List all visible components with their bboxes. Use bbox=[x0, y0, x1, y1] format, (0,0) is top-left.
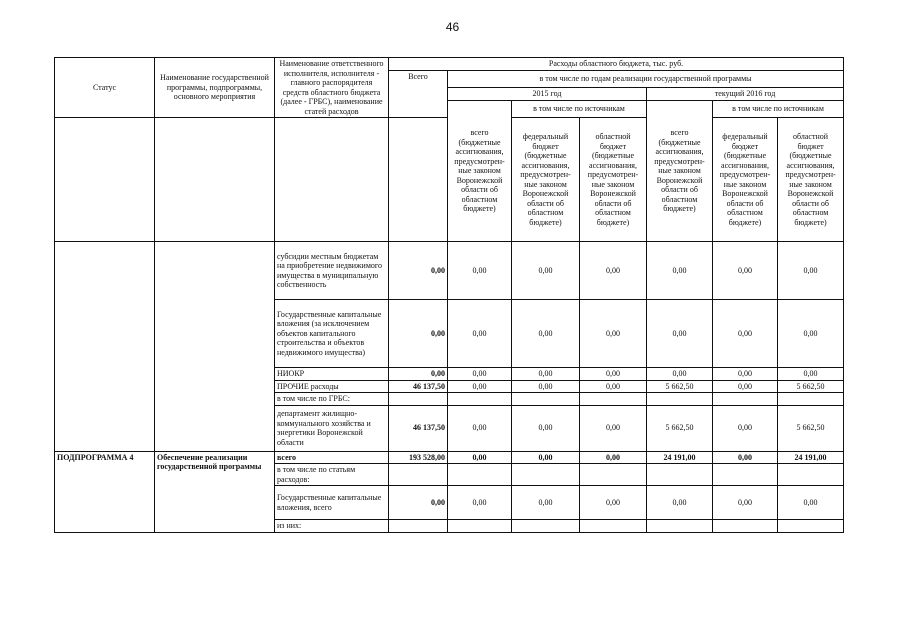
row-2015-all: 0,00 bbox=[448, 405, 512, 451]
row-2016-regional: 0,00 bbox=[778, 368, 844, 381]
table-row bbox=[55, 242, 844, 300]
row-2015-federal: 0,00 bbox=[512, 242, 580, 300]
row-2016-federal bbox=[713, 520, 778, 533]
row-2015-regional: 0,00 bbox=[580, 368, 647, 381]
row-item: в том числе по ГРБС: bbox=[275, 393, 389, 406]
row-item: из них: bbox=[275, 520, 389, 533]
row-2015-all bbox=[448, 393, 512, 406]
header-2016-federal: федеральный бюджет (бюджетные ассигнования, предусмотрен-ные законом Воронежской области об областном бюджете) bbox=[713, 118, 778, 242]
row-2015-federal: 0,00 bbox=[512, 300, 580, 368]
table-row bbox=[55, 451, 844, 464]
header-2015-regional: областной бюджет (бюджетные ассигнования, предусмотрен-ные законом Воронежской области об областном бюджете) bbox=[580, 118, 647, 242]
row-2016-regional bbox=[778, 520, 844, 533]
row-2016-federal: 0,00 bbox=[713, 242, 778, 300]
row-2016-regional bbox=[778, 464, 844, 486]
row-2016-federal: 0,00 bbox=[713, 300, 778, 368]
row-item: в том числе по статьям расходов: bbox=[275, 464, 389, 486]
row-item: Государственные капитальные вложения, всего bbox=[275, 486, 389, 520]
row-status bbox=[55, 242, 155, 452]
header-program-cont bbox=[155, 118, 275, 242]
row-2016-federal: 0,00 bbox=[713, 380, 778, 393]
header-by-years: в том числе по годам реализации государственной программы bbox=[448, 70, 844, 88]
row-total: 0,00 bbox=[389, 242, 448, 300]
row-2016-regional: 5 662,50 bbox=[778, 405, 844, 451]
row-total: 46 137,50 bbox=[389, 380, 448, 393]
row-2015-all bbox=[448, 520, 512, 533]
row-2015-regional: 0,00 bbox=[580, 242, 647, 300]
row-2015-federal: 0,00 bbox=[512, 486, 580, 520]
row-item: субсидии местным бюджетам на приобретение недвижимого имущества в муниципальную собственность bbox=[275, 242, 389, 300]
row-program bbox=[155, 242, 275, 452]
row-program: Обеспечение реализации государственной программы bbox=[155, 451, 275, 532]
row-2015-all bbox=[448, 464, 512, 486]
row-2016-regional: 0,00 bbox=[778, 300, 844, 368]
header-program-name: Наименование государственной программы, подпрограммы, основного мероприятия bbox=[155, 58, 275, 118]
header-status: Статус bbox=[55, 58, 155, 118]
header-status-cont bbox=[55, 118, 155, 242]
row-2016-federal: 0,00 bbox=[713, 368, 778, 381]
header-expenses-title: Расходы областного бюджета, тыс. руб. bbox=[389, 58, 844, 71]
row-total: 0,00 bbox=[389, 300, 448, 368]
row-2015-all: 0,00 bbox=[448, 451, 512, 464]
row-2016-all: 5 662,50 bbox=[647, 405, 713, 451]
row-2015-federal bbox=[512, 393, 580, 406]
row-2016-all: 24 191,00 bbox=[647, 451, 713, 464]
row-2016-federal bbox=[713, 464, 778, 486]
row-item: НИОКР bbox=[275, 368, 389, 381]
row-2015-federal: 0,00 bbox=[512, 405, 580, 451]
row-2015-all: 0,00 bbox=[448, 380, 512, 393]
row-2016-all: 0,00 bbox=[647, 242, 713, 300]
row-2015-regional: 0,00 bbox=[580, 486, 647, 520]
row-item: Государственные капитальные вложения (за исключением объектов капитального строительства и объектов недвижимого имущества) bbox=[275, 300, 389, 368]
row-2016-all: 0,00 bbox=[647, 486, 713, 520]
header-2016-all: всего (бюджетные ассигнования, предусмотрен-ные законом Воронежской области об областном бюджете) bbox=[647, 100, 713, 242]
row-2015-federal: 0,00 bbox=[512, 451, 580, 464]
row-2016-federal bbox=[713, 393, 778, 406]
row-total: 0,00 bbox=[389, 368, 448, 381]
row-total: 193 528,00 bbox=[389, 451, 448, 464]
row-2016-all bbox=[647, 393, 713, 406]
row-2016-regional bbox=[778, 393, 844, 406]
row-item: всего bbox=[275, 451, 389, 464]
header-year-2016: текущий 2016 год bbox=[647, 88, 844, 101]
page-number: 46 bbox=[445, 20, 460, 34]
row-status: ПОДПРОГРАММА 4 bbox=[55, 451, 155, 532]
row-total bbox=[389, 393, 448, 406]
row-2015-regional: 0,00 bbox=[580, 405, 647, 451]
row-total: 46 137,50 bbox=[389, 405, 448, 451]
header-executor: Наименование ответственного исполнителя, исполнителя - главного распорядителя средств областного бюджета (далее - ГРБС), наименование статей расходов bbox=[275, 58, 389, 118]
row-2016-regional: 5 662,50 bbox=[778, 380, 844, 393]
row-2016-regional: 0,00 bbox=[778, 486, 844, 520]
header-2016-by-sources: в том числе по источникам bbox=[713, 100, 844, 118]
row-2015-all: 0,00 bbox=[448, 368, 512, 381]
row-2016-federal: 0,00 bbox=[713, 451, 778, 464]
row-2015-federal: 0,00 bbox=[512, 368, 580, 381]
row-2015-all: 0,00 bbox=[448, 300, 512, 368]
row-total bbox=[389, 464, 448, 486]
row-2016-regional: 24 191,00 bbox=[778, 451, 844, 464]
row-2016-all: 5 662,50 bbox=[647, 380, 713, 393]
header-total: Всего bbox=[389, 70, 448, 118]
row-item: ПРОЧИЕ расходы bbox=[275, 380, 389, 393]
row-2015-federal: 0,00 bbox=[512, 380, 580, 393]
header-year-2015: 2015 год bbox=[448, 88, 647, 101]
row-2015-federal bbox=[512, 520, 580, 533]
row-total bbox=[389, 520, 448, 533]
row-2016-regional: 0,00 bbox=[778, 242, 844, 300]
row-2015-federal bbox=[512, 464, 580, 486]
row-2016-federal: 0,00 bbox=[713, 486, 778, 520]
row-2015-regional bbox=[580, 393, 647, 406]
header-2015-by-sources: в том числе по источникам bbox=[512, 100, 647, 118]
row-2016-federal: 0,00 bbox=[713, 405, 778, 451]
row-2016-all: 0,00 bbox=[647, 300, 713, 368]
header-executor-cont bbox=[275, 118, 389, 242]
row-2016-all: 0,00 bbox=[647, 368, 713, 381]
row-2015-all: 0,00 bbox=[448, 486, 512, 520]
row-2015-regional bbox=[580, 520, 647, 533]
row-2016-all bbox=[647, 520, 713, 533]
row-2015-all: 0,00 bbox=[448, 242, 512, 300]
row-2015-regional: 0,00 bbox=[580, 300, 647, 368]
row-2015-regional bbox=[580, 464, 647, 486]
row-2015-regional: 0,00 bbox=[580, 380, 647, 393]
header-2016-regional: областной бюджет (бюджетные ассигнования, предусмотрен-ные законом Воронежской области об областном бюджете) bbox=[778, 118, 844, 242]
row-total: 0,00 bbox=[389, 486, 448, 520]
budget-table bbox=[54, 57, 844, 533]
header-2015-all: всего (бюджетные ассигнования, предусмотрен-ные законом Воронежской области об областном бюджете) bbox=[448, 100, 512, 242]
header-total-cont bbox=[389, 118, 448, 242]
row-2015-regional: 0,00 bbox=[580, 451, 647, 464]
header-2015-federal: федеральный бюджет (бюджетные ассигнования, предусмотрен-ные законом Воронежской области об областном бюджете) bbox=[512, 118, 580, 242]
row-2016-all bbox=[647, 464, 713, 486]
row-item: департамент жилищно-коммунального хозяйства и энергетики Воронежской области bbox=[275, 405, 389, 451]
